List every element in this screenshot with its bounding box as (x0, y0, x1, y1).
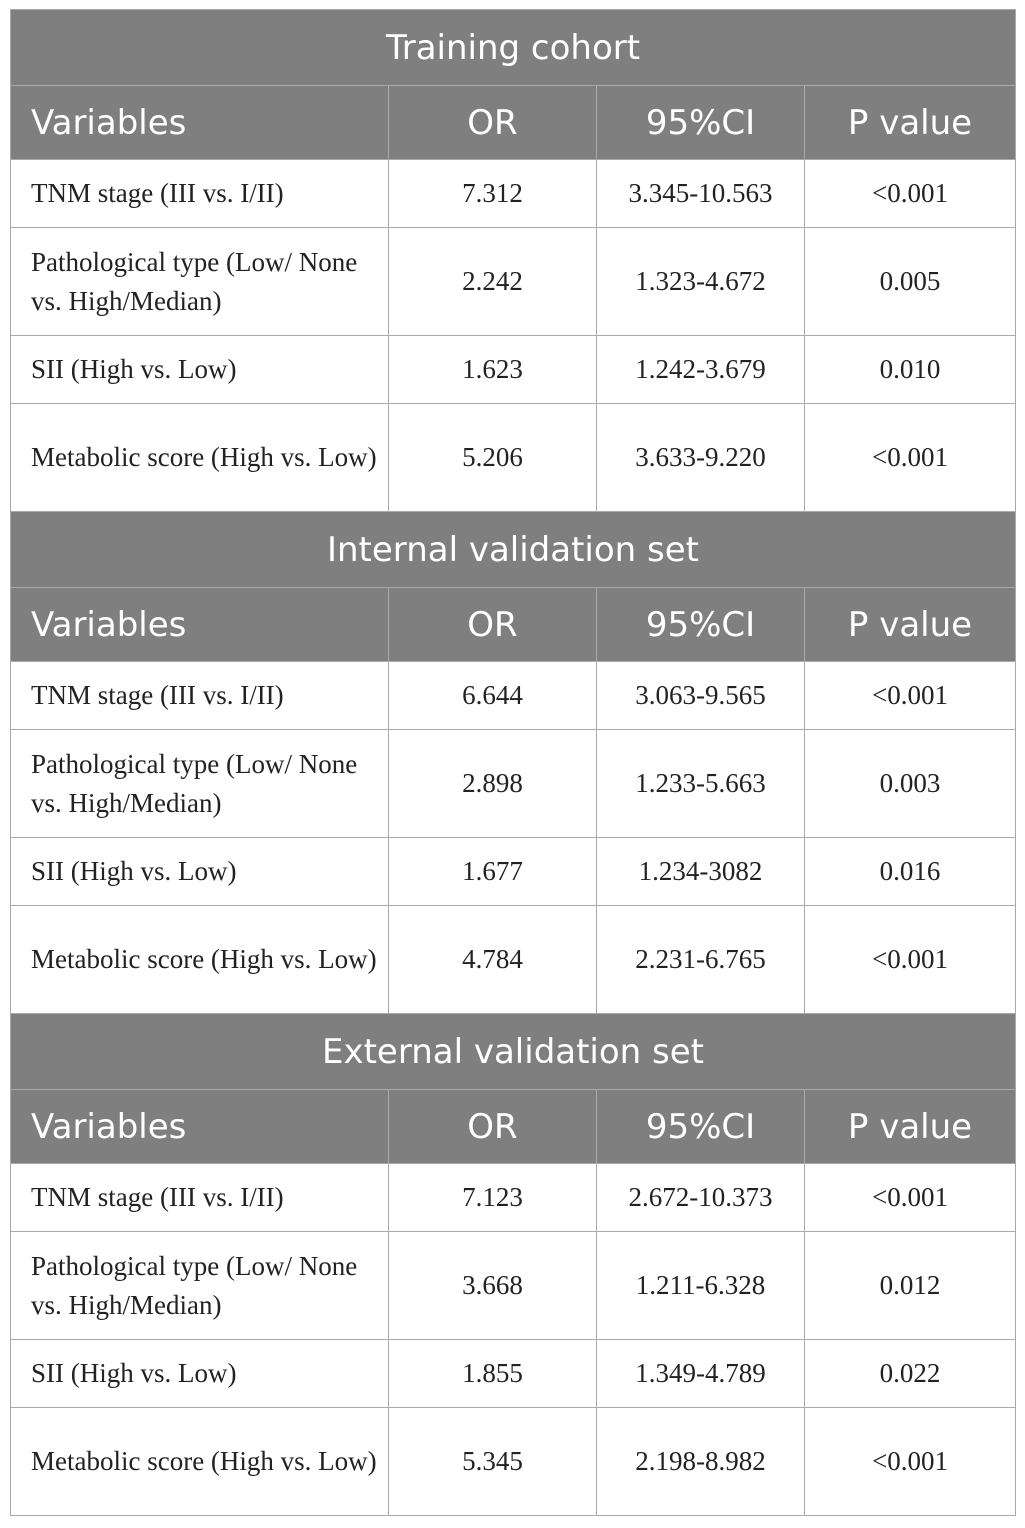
variable-cell: Metabolic score (High vs. Low) (11, 906, 389, 1014)
column-header-row (11, 86, 1016, 160)
or-cell: 5.345 (389, 1408, 597, 1516)
ci-cell: 1.211-6.328 (597, 1232, 805, 1340)
variable-cell: Metabolic score (High vs. Low) (11, 404, 389, 512)
p-cell: <0.001 (805, 404, 1016, 512)
variable-cell: Pathological type (Low/ None vs. High/Median) (11, 228, 389, 336)
section-header-external (11, 1014, 1016, 1090)
column-header-row (11, 1090, 1016, 1164)
section-title: Training cohort (11, 10, 1016, 86)
table-row (11, 1408, 1016, 1516)
p-cell: 0.016 (805, 838, 1016, 906)
p-cell: <0.001 (805, 906, 1016, 1014)
col-header-ci: 95%CI (597, 1090, 805, 1164)
ci-cell: 1.234-3082 (597, 838, 805, 906)
ci-cell: 1.242-3.679 (597, 336, 805, 404)
variable-cell: Pathological type (Low/ None vs. High/Median) (11, 1232, 389, 1340)
p-cell: 0.012 (805, 1232, 1016, 1340)
or-cell: 1.623 (389, 336, 597, 404)
or-cell: 5.206 (389, 404, 597, 512)
table-row (11, 730, 1016, 838)
table-row (11, 906, 1016, 1014)
ci-cell: 3.345-10.563 (597, 160, 805, 228)
or-cell: 2.242 (389, 228, 597, 336)
col-header-or: OR (389, 86, 597, 160)
col-header-p: P value (805, 588, 1016, 662)
or-cell: 4.784 (389, 906, 597, 1014)
ci-cell: 2.231-6.765 (597, 906, 805, 1014)
or-cell: 6.644 (389, 662, 597, 730)
p-cell: 0.003 (805, 730, 1016, 838)
table-row (11, 228, 1016, 336)
ci-cell: 2.198-8.982 (597, 1408, 805, 1516)
results-table (10, 9, 1016, 1516)
col-header-p: P value (805, 86, 1016, 160)
table-row (11, 838, 1016, 906)
table-row (11, 1164, 1016, 1232)
table-row (11, 336, 1016, 404)
variable-cell: SII (High vs. Low) (11, 1340, 389, 1408)
col-header-variables: Variables (11, 86, 389, 160)
table-row (11, 160, 1016, 228)
ci-cell: 3.063-9.565 (597, 662, 805, 730)
or-cell: 2.898 (389, 730, 597, 838)
col-header-or: OR (389, 588, 597, 662)
p-cell: 0.010 (805, 336, 1016, 404)
p-cell: <0.001 (805, 662, 1016, 730)
p-cell: <0.001 (805, 1164, 1016, 1232)
or-cell: 3.668 (389, 1232, 597, 1340)
col-header-ci: 95%CI (597, 588, 805, 662)
or-cell: 7.312 (389, 160, 597, 228)
table-row (11, 662, 1016, 730)
ci-cell: 3.633-9.220 (597, 404, 805, 512)
p-cell: 0.005 (805, 228, 1016, 336)
column-header-row (11, 588, 1016, 662)
p-cell: <0.001 (805, 160, 1016, 228)
p-cell: <0.001 (805, 1408, 1016, 1516)
variable-cell: TNM stage (III vs. I/II) (11, 1164, 389, 1232)
col-header-variables: Variables (11, 588, 389, 662)
col-header-variables: Variables (11, 1090, 389, 1164)
col-header-p: P value (805, 1090, 1016, 1164)
ci-cell: 1.323-4.672 (597, 228, 805, 336)
p-cell: 0.022 (805, 1340, 1016, 1408)
col-header-ci: 95%CI (597, 86, 805, 160)
variable-cell: SII (High vs. Low) (11, 336, 389, 404)
ci-cell: 1.233-5.663 (597, 730, 805, 838)
section-title: External validation set (11, 1014, 1016, 1090)
variable-cell: TNM stage (III vs. I/II) (11, 662, 389, 730)
section-header-training (11, 10, 1016, 86)
variable-cell: Pathological type (Low/ None vs. High/Median) (11, 730, 389, 838)
ci-cell: 1.349-4.789 (597, 1340, 805, 1408)
table-row (11, 404, 1016, 512)
table-row (11, 1232, 1016, 1340)
section-header-internal (11, 512, 1016, 588)
or-cell: 1.677 (389, 838, 597, 906)
table-row (11, 1340, 1016, 1408)
or-cell: 7.123 (389, 1164, 597, 1232)
or-cell: 1.855 (389, 1340, 597, 1408)
ci-cell: 2.672-10.373 (597, 1164, 805, 1232)
variable-cell: SII (High vs. Low) (11, 838, 389, 906)
col-header-or: OR (389, 1090, 597, 1164)
section-title: Internal validation set (11, 512, 1016, 588)
variable-cell: Metabolic score (High vs. Low) (11, 1408, 389, 1516)
variable-cell: TNM stage (III vs. I/II) (11, 160, 389, 228)
